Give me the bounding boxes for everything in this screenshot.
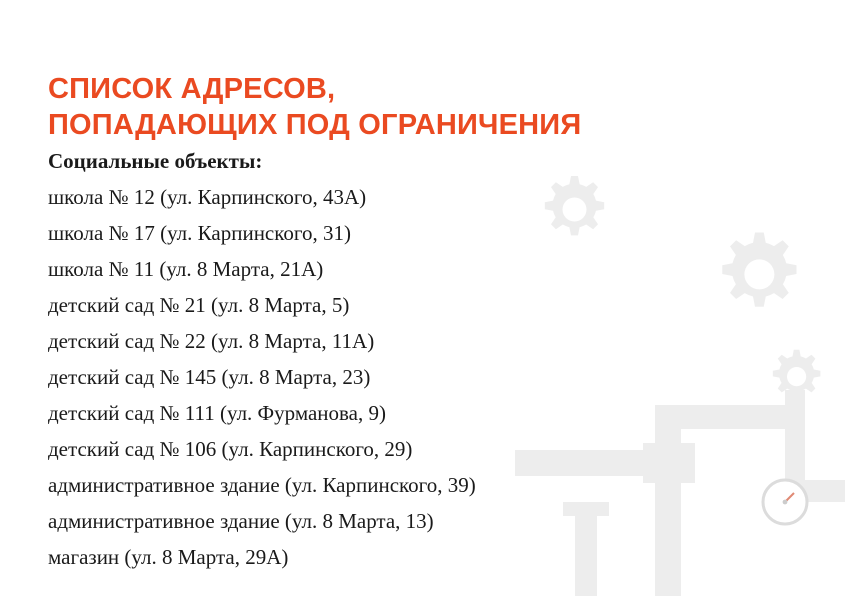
list-item: детский сад № 22 (ул. 8 Марта, 11А) xyxy=(48,329,375,353)
list-item: магазин (ул. 8 Марта, 29А) xyxy=(48,545,289,569)
bottom-edge xyxy=(0,596,845,600)
list-item: школа № 11 (ул. 8 Марта, 21А) xyxy=(48,257,324,281)
list-item: детский сад № 111 (ул. Фурманова, 9) xyxy=(48,401,386,425)
page-title-line-2: ПОПАДАЮЩИХ ПОД ОГРАНИЧЕНИЯ xyxy=(48,109,582,142)
list-item: административное здание (ул. 8 Марта, 13) xyxy=(48,509,434,533)
content-body xyxy=(48,146,808,575)
page-title-line-1: СПИСОК АДРЕСОВ, xyxy=(48,73,336,106)
page-title xyxy=(48,71,788,143)
list-item: детский сад № 106 (ул. Карпинского, 29) xyxy=(48,437,413,461)
list-item: детский сад № 145 (ул. 8 Марта, 23) xyxy=(48,365,371,389)
list-item: школа № 17 (ул. Карпинского, 31) xyxy=(48,221,351,245)
list-item: школа № 12 (ул. Карпинского, 43А) xyxy=(48,185,367,209)
address-list xyxy=(48,179,808,575)
list-item: детский сад № 21 (ул. 8 Марта, 5) xyxy=(48,293,350,317)
section-subheading: Социальные объекты: xyxy=(48,149,263,173)
list-item: административное здание (ул. Карпинского, 39) xyxy=(48,473,476,497)
